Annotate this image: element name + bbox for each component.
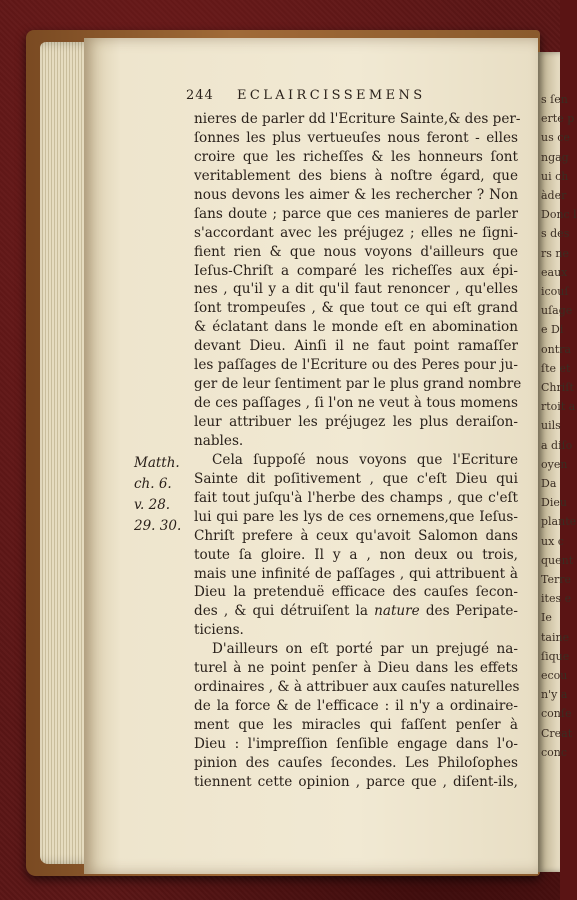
text-line: ordinaires , & à attribuer aux cauſes naturelles	[194, 679, 520, 696]
text-line: s'accordant avec les préjugez ; elles ne ſigni-	[194, 224, 518, 241]
text-line: lui qui pare les lys de ces ornemens,que Ieſus-	[194, 508, 518, 525]
facing-page-fragment: ui ch	[541, 169, 569, 183]
text-line: ſonnes les plus vertueuſes nous feront - elles	[194, 129, 518, 146]
facing-page-fragment: ſte et	[541, 361, 571, 375]
text-line: ger de leur ſentiment par le plus grand nombre	[194, 376, 522, 393]
facing-page-fragment: ux c	[541, 534, 564, 548]
facing-page-fragment: uils	[541, 419, 561, 433]
text-line: Dieu : l'impreſſion ſenſible engage dans l'o-	[194, 735, 518, 752]
facing-page-fragment: Da	[541, 477, 557, 490]
text-line: fait tout juſqu'à l'herbe des champs , que c'eſt	[194, 489, 518, 506]
page-number: 244	[186, 88, 214, 103]
margin-note	[134, 453, 190, 537]
facing-page-fragment: plante	[541, 515, 577, 529]
facing-page-fragment: Ie	[541, 611, 552, 625]
text-line: turel à ne point penſer à Dieu dans les effets	[194, 660, 518, 677]
text-line: tiennent cette opinion , parce que , diſent-ils,	[194, 773, 518, 790]
facing-page-fragment: ngag	[541, 150, 569, 164]
running-title: ECLAIRCISSEMENS	[236, 88, 426, 103]
facing-page-fragment: oyen	[541, 457, 568, 471]
text-line: Dieu la pretenduë efficace des cauſes ſecon-	[194, 584, 518, 601]
facing-page-fragment: eaux	[541, 265, 568, 279]
text-line: de ces paſſages , ſi l'on ne veut à tous momens	[194, 395, 518, 412]
text-line: fient rien & que nous voyons d'ailleurs que	[194, 243, 518, 260]
facing-page-fragment: taine	[541, 630, 570, 644]
facing-page-fragment: Creat	[541, 726, 573, 740]
text-line: des , & qui détruiſent la nature des Peripate-	[194, 603, 518, 620]
facing-page-fragment: n'y a	[541, 688, 568, 702]
text-line: Ieſus-Chriſt a comparé les richeſſes aux épi-	[194, 262, 518, 279]
facing-page-fragment: ecou	[541, 669, 568, 682]
text-line: toute ſa gloire. Il y a , non deux ou trois,	[194, 546, 518, 563]
text-line: nous devons les aimer & les rechercher ? Non	[194, 186, 518, 203]
margin-note-line: v. 28.	[134, 497, 171, 513]
text-line: mais une infinité de paſſages , qui attribuent à	[194, 565, 518, 582]
text-line: veritablement des biens à noſtre égard, que	[194, 167, 518, 184]
facing-page-fragment: quent	[541, 553, 574, 567]
text-line: ſans doute ; parce que ces manieres de parler	[194, 205, 518, 222]
facing-page-fragment: ſique	[541, 649, 570, 663]
margin-note-line: ch. 6.	[134, 476, 172, 492]
facing-page-fragment: Chriſt	[541, 381, 574, 394]
facing-page-fragment: s ſen	[541, 93, 568, 106]
facing-page-fragment: conſe	[541, 707, 572, 721]
text-line: les paſſages de l'Ecriture ou des Peres pour ju-	[194, 357, 518, 374]
text-line: leur attribuer les préjugez les plus deraiſon-	[194, 414, 518, 430]
facing-page-fragment: Dieu	[541, 496, 567, 510]
facing-page-fragment: rs ne	[541, 246, 569, 260]
text-line: Sainte dit poſitivement , que c'eſt Dieu qui	[194, 470, 518, 487]
facing-page-edge	[538, 52, 577, 872]
text-line: ment que les miracles qui faſſent penſer à	[194, 717, 518, 733]
facing-page-fragment: ontra	[541, 342, 571, 356]
facing-page-fragment: us ce	[541, 131, 570, 145]
page-body-text	[194, 110, 522, 792]
text-line: pinion des cauſes ſecondes. Les Philoſophes	[194, 754, 518, 771]
margin-note-line: Matth.	[134, 455, 180, 471]
text-line: ſont trompeuſes , & que tout ce qui eſt grand	[194, 300, 518, 317]
facing-page-fragment: Terre	[541, 573, 572, 586]
text-line: croire que les richeſſes & les honneurs ſont	[194, 148, 518, 165]
running-header	[186, 88, 426, 103]
text-line: Chriſt prefere à ceux qu'avoit Salomon dans	[194, 527, 518, 544]
facing-page-fragment: àder	[541, 189, 567, 202]
facing-page-fragment: ites e	[541, 592, 572, 606]
facing-page-fragment: e Di	[541, 323, 564, 337]
facing-page-fragment: Donc l	[541, 208, 577, 222]
text-line: de la force & de l'efficace : il n'y a ordinaire-	[194, 698, 518, 715]
text-line: D'ailleurs on eſt porté par un prejugé na-	[212, 641, 518, 658]
text-line: & éclatant dans le monde eſt en abomination	[194, 319, 518, 336]
text-line: devant Dieu. Ainſi il ne faut point ramaſſer	[194, 338, 518, 355]
text-line: nables.	[194, 432, 244, 449]
facing-page-fragment: s des	[541, 227, 570, 241]
facing-page-fragment: a diſo	[541, 438, 573, 452]
facing-page-fragment: icouſ	[541, 285, 569, 298]
text-line: nieres de parler dd l'Ecriture Sainte,& des per-	[194, 111, 521, 127]
facing-page-fragment: conc	[541, 745, 568, 759]
facing-page-fragment: uſage	[541, 304, 573, 318]
text-line: nes , qu'il y a dit qu'il faut renoncer , qu'elles	[194, 281, 518, 298]
facing-page-fragment: rtoit a	[541, 400, 576, 414]
facing-page-fragment: erte p	[541, 112, 575, 126]
text-line: Cela ſuppoſé nous voyons que l'Ecriture	[212, 451, 518, 468]
margin-note-line: 29. 30.	[134, 518, 182, 534]
text-line: ticiens.	[194, 622, 244, 639]
